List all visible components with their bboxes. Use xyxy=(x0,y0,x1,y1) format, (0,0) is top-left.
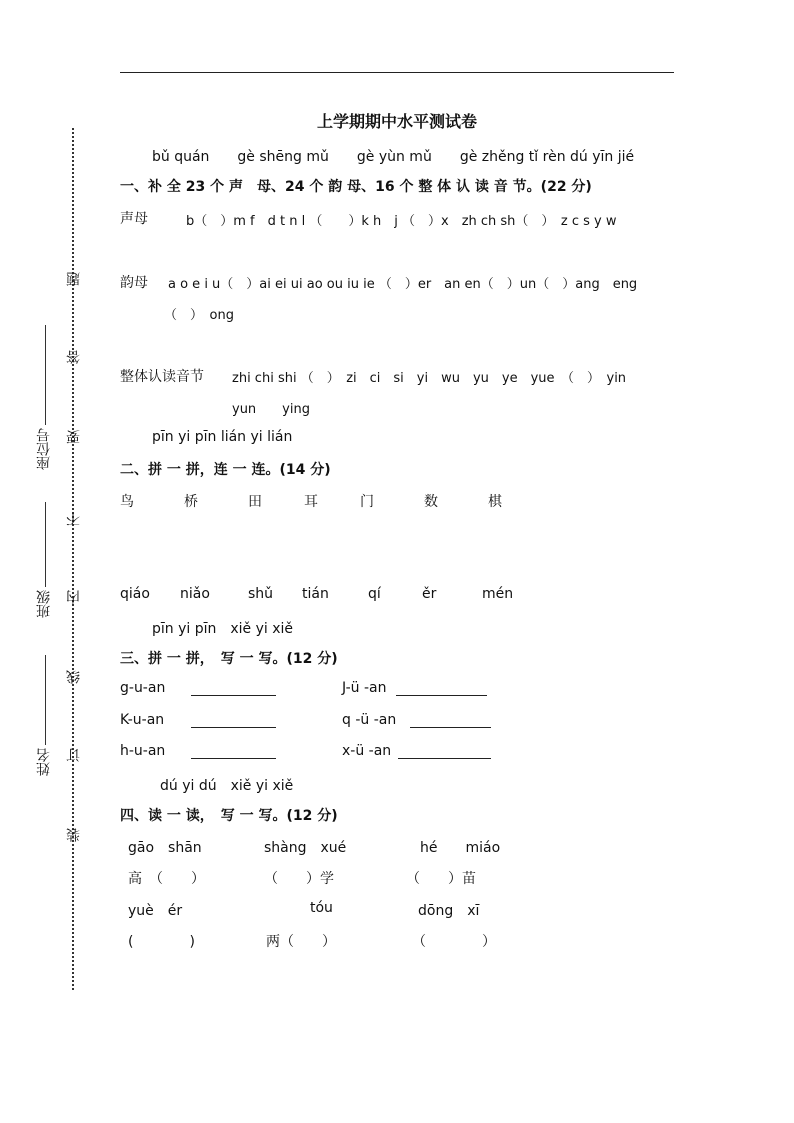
s2-syllable: ěr xyxy=(422,586,437,602)
s2-pinyin: pīn yi pīn lián yi lián xyxy=(152,429,293,445)
s4-word-blank[interactable]: （ ）学 xyxy=(264,871,334,887)
s2-syllable: niǎo xyxy=(180,586,210,602)
s4-word-pinyin: yuè ér xyxy=(128,903,183,919)
s2-char: 鸟 xyxy=(120,494,134,510)
margin-char-xian: 线 xyxy=(66,670,82,684)
s3-answer-blank[interactable] xyxy=(396,681,487,696)
s4-word-pinyin: tóu xyxy=(310,900,333,916)
s4-word-blank[interactable]: （ ） xyxy=(412,934,496,950)
s3-answer-blank[interactable] xyxy=(191,744,276,759)
s2-heading: 二、拼 一 拼，连 一 连。(14 分) xyxy=(120,462,331,478)
s3-left-item: K-u-an xyxy=(120,712,165,728)
s3-answer-blank[interactable] xyxy=(410,713,491,728)
s4-pinyin: dú yi dú xiě yi xiě xyxy=(160,778,294,794)
class-label: 班级 xyxy=(36,590,52,618)
s4-word-blank[interactable]: 高 （ ） xyxy=(128,871,205,887)
top-rule xyxy=(120,72,674,73)
s4-word-blank[interactable]: 两（ ） xyxy=(266,934,336,950)
s2-syllable: shǔ xyxy=(248,586,274,602)
s2-char: 耳 xyxy=(304,494,318,510)
s2-syllable: qí xyxy=(368,586,381,602)
s1-pinyin: bǔ quán gè shēng mǔ gè yùn mǔ gè zhěng tǐ rèn dú yīn jié xyxy=(152,149,635,165)
margin-char-yao: 要 xyxy=(66,430,82,444)
margin-char-nei: 内 xyxy=(66,590,82,604)
s2-char: 棋 xyxy=(488,494,502,510)
s2-char: 田 xyxy=(248,494,262,510)
s3-right-item: J-ü -an xyxy=(342,680,387,696)
s3-right-item: q -ü -an xyxy=(342,712,397,728)
whole-syllables-line-1: zhi chi shi （ ） zi ci si yi wu yu ye yue （ ） yin xyxy=(232,371,627,386)
s4-word-pinyin: dōng xī xyxy=(418,903,480,919)
s3-heading: 三、拼 一 拼， 写 一 写。(12 分) xyxy=(120,651,338,667)
s3-right-item: x-ü -an xyxy=(342,743,392,759)
name-label: 姓名 xyxy=(36,748,52,776)
initials-line: b（ ）m f d t n l （ ）k h j （ ）x zh ch sh（ ） z c s y w xyxy=(186,214,617,229)
s1-heading: 一、补 全 23 个 声 母、24 个 韵 母、16 个 整 体 认 读 音 节。(22 分) xyxy=(120,179,592,195)
s4-heading: 四、读 一 读， 写 一 写。(12 分) xyxy=(120,808,338,824)
s3-answer-blank[interactable] xyxy=(191,713,276,728)
s3-pinyin: pīn yi pīn xiě yi xiě xyxy=(152,621,294,637)
seat-number-label: 座位号 xyxy=(36,428,52,470)
s2-char: 数 xyxy=(424,494,438,510)
class-blank[interactable] xyxy=(45,502,46,587)
whole-syllables-label: 整体认读音节 xyxy=(120,369,204,385)
s4-word-blank[interactable]: （ ）苗 xyxy=(406,871,476,887)
finals-line-1: a o e i u（ ）ai ei ui ao ou iu ie （ ）er an en（ ）un（ ）ang eng xyxy=(168,277,638,292)
page-title: 上学期期中水平测试卷 xyxy=(316,112,477,131)
s2-char: 桥 xyxy=(184,494,198,510)
s2-char: 门 xyxy=(360,494,374,510)
s3-answer-blank[interactable] xyxy=(398,744,491,759)
margin-char-da: 答 xyxy=(66,350,82,364)
initials-label: 声母 xyxy=(120,211,148,227)
margin-char-ti: 题 xyxy=(66,272,82,286)
s2-syllable: mén xyxy=(482,586,514,602)
name-blank[interactable] xyxy=(45,655,46,745)
margin-char-bu: 不 xyxy=(66,512,82,526)
s2-syllable: tián xyxy=(302,586,329,602)
margin-char-zhuang: 装 xyxy=(66,828,82,842)
s3-answer-blank[interactable] xyxy=(191,681,276,696)
margin-char-ding: 订 xyxy=(66,748,82,762)
s4-word-blank[interactable]: ( ) xyxy=(128,934,195,950)
whole-syllables-line-2: yun ying xyxy=(232,402,310,417)
s4-word-pinyin: hé miáo xyxy=(420,840,501,856)
s4-word-pinyin: shàng xué xyxy=(264,840,347,856)
s3-left-item: g-u-an xyxy=(120,680,166,696)
s3-left-item: h-u-an xyxy=(120,743,166,759)
seat-number-blank[interactable] xyxy=(45,325,46,425)
s2-syllable: qiáo xyxy=(120,586,150,602)
s4-word-pinyin: gāo shān xyxy=(128,840,202,856)
finals-line-2: （ ） ong xyxy=(164,308,234,323)
finals-label: 韵母 xyxy=(120,275,148,291)
binding-dotted-line xyxy=(72,128,74,990)
